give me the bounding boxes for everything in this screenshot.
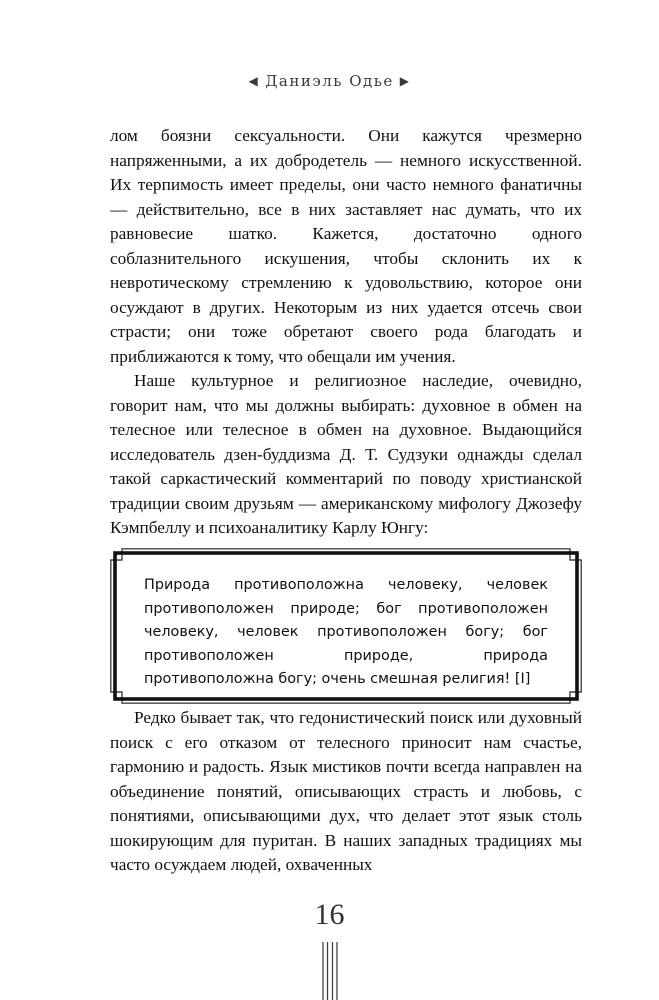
quote-text: Природа противоположна человеку, человек противоположен природе; бог противоположен человеку, человек противоположен богу; бог противоположен природе, природа противоположна богу; очень смешная религия! [I]	[144, 577, 548, 687]
paragraph: Наше культурное и религиозное наследие, очевидно, говорит нам, что мы должны выбирать: духовное в обмен на телесное или телесное в обмен на духовное. Выдающийся исследователь дзен-буддизма Д. Т. Судзуки однажды сделал такой саркастический комментарий по поводу христианской традиции своим друзьям — американскому мифологу Джозефу Кэмпбеллу и психоаналитику Карлу Юнгу:	[110, 371, 582, 537]
body-text-bottom	[110, 706, 582, 878]
left-triangle-icon: ◀	[248, 74, 260, 88]
quote-box	[110, 548, 582, 704]
running-header	[0, 72, 659, 90]
footer-decorative-lines	[318, 942, 342, 1000]
body-text-top	[110, 124, 582, 541]
paragraph-continued: лом боязни сексуальности. Они кажутся чрезмерно напряженными, а их добродетель — немного искусственной. Их терпимость имеет пределы, они часто немного фанатичны — действительно, все в них заставляет нас думать, что их равновесие шатко. Кажется, достаточно одного соблазнительного искушения, чтобы склонить их к невротическому стремлению к удовольствию, которое они осуждают в других. Некоторым из них удается отсечь свои страсти; они тоже обретают своего рода благодать и приближаются к тому, что обещали им учения.	[110, 126, 582, 366]
right-triangle-icon: ▶	[399, 74, 411, 88]
paragraph: Редко бывает так, что гедонистический поиск или духовный поиск с его отказом от телесного приносит нам счастье, гармонию и радость. Язык мистиков почти всегда направлен на объединение понятий, описывающих страсть и любовь, с понятиями, описывающими дух, что делает этот язык столь шокирующим для пуритан. В наших западных традициях мы часто осуждаем людей, охваченных	[110, 708, 582, 874]
page-number: 16	[314, 898, 345, 931]
author-name: Даниэль Одье	[265, 72, 394, 90]
